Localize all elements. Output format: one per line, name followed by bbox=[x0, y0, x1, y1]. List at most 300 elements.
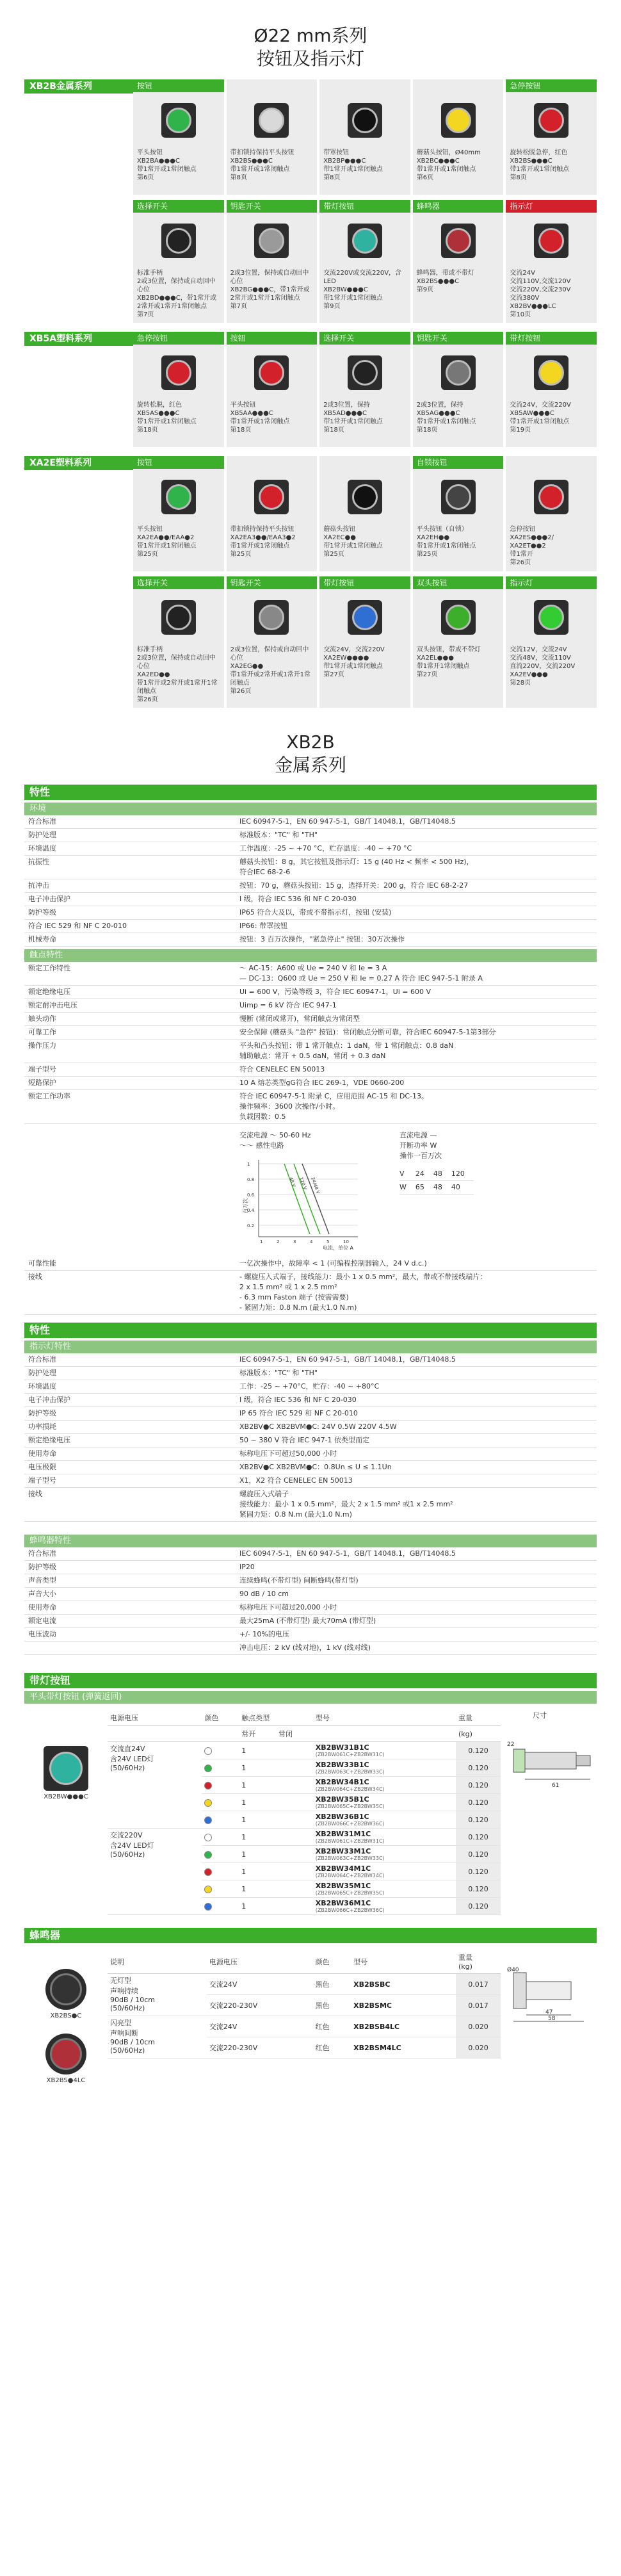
x-tick-label: 3 bbox=[293, 1239, 296, 1244]
spec-value: 90 dB / 10 cm bbox=[236, 1588, 597, 1601]
product-card-image bbox=[319, 345, 410, 401]
product-card-image bbox=[227, 213, 318, 269]
product-cap bbox=[352, 605, 378, 630]
lamp-characteristics-bar: 特性 bbox=[24, 1323, 597, 1338]
lit-nc bbox=[276, 1742, 313, 1759]
spec-row bbox=[24, 962, 597, 986]
spec-key: 可靠工作 bbox=[24, 1026, 236, 1039]
product-card-description: 交流12V，交流24V 交流48V，交流110V 直流220V，交流220V XA2EV●●● 第28页 bbox=[510, 646, 576, 687]
buzzer-cap-2 bbox=[50, 2038, 82, 2070]
spec-value: 〜 AC-15：A600 或 Ue = 240 V 和 Ie = 3 A — DC-13：Q600 或 Ue = 250 V 和 Ie = 0.27 A 符合 IEC 947-5-1 附录 A bbox=[236, 962, 597, 986]
color-swatch bbox=[204, 1834, 212, 1841]
product-photo bbox=[441, 480, 476, 514]
product-card[interactable] bbox=[319, 200, 410, 323]
lit-ref-code[interactable]: XB2BW36B1C bbox=[315, 1813, 369, 1821]
color-swatch bbox=[204, 1782, 212, 1789]
lit-ref-code[interactable]: XB2BW35B1C bbox=[315, 1795, 369, 1804]
dc-cell: 48 bbox=[433, 1168, 451, 1181]
product-card-description: 旋转松脱，红色 XB5AS●●●C 带1常开或1常闭触点 第18页 bbox=[137, 402, 197, 434]
spec-row bbox=[24, 856, 597, 879]
spec-row bbox=[24, 1380, 597, 1394]
lamp-table bbox=[24, 1353, 597, 1522]
spec-value: - 螺旋压入式端子，接线能力：最小 1 x 0.5 mm²，最大，带或不带接线端片： 2 x 1.5 mm² 或 1 x 2.5 mm² - 6.3 mm Faston 端子 (按需需要) - 紧固力矩：0.8 N.m (最大1.0 N.m) bbox=[236, 1271, 597, 1315]
product-cap bbox=[538, 360, 564, 386]
product-card-category: 带灯按钮 bbox=[506, 332, 597, 345]
lit-button-row bbox=[108, 1829, 501, 1846]
product-card[interactable] bbox=[319, 79, 410, 195]
product-card-description: 平头按钮 XB2BA●●●C 带1常开或1常闭触点 第6页 bbox=[137, 149, 197, 181]
spec-value: XB2BV●C XB2BVM●C: 24V 0.5W 220V 4.5W bbox=[236, 1421, 597, 1434]
spec-value: IEC 60947-5-1，EN 60 947-5-1，GB/T 14048.1，GB/T14048.5 bbox=[236, 1353, 597, 1367]
spec-value: 按钮：3 百万次操作，"紧急停止" 按钮：30万次操作 bbox=[236, 933, 597, 947]
lit-no: 1 bbox=[239, 1846, 276, 1863]
dc-label: 直流电源 — bbox=[399, 1131, 437, 1139]
spec-value: 连续蜂鸣(不带灯型) 间断蜂鸣(带灯型) bbox=[236, 1574, 597, 1588]
product-card[interactable] bbox=[413, 456, 504, 571]
spec-value: 冲击电压：2 kV (线对地)，1 kV (线对线) bbox=[236, 1642, 597, 1655]
product-card[interactable] bbox=[506, 332, 597, 447]
lit-ref-code[interactable]: XB2BW31B1C bbox=[315, 1743, 369, 1752]
product-card-image bbox=[319, 92, 410, 149]
spec-row bbox=[24, 1642, 597, 1655]
product-photo bbox=[441, 600, 476, 635]
lit-voltage: 交流220V 含24V LED灯 (50/60Hz) bbox=[108, 1829, 202, 1915]
lit-color-cell bbox=[202, 1742, 239, 1759]
spec-value: Ui = 600 V，污染等级 3，符合 IEC 60947-1，Ui = 600 V bbox=[236, 986, 597, 999]
lit-weight: 0.120 bbox=[456, 1759, 501, 1777]
product-cap bbox=[166, 228, 191, 254]
lit-ref[interactable] bbox=[313, 1777, 456, 1794]
x-tick-label: 2 bbox=[277, 1239, 280, 1244]
product-card-category bbox=[227, 456, 318, 469]
lit-ref[interactable] bbox=[313, 1863, 456, 1880]
product-photo bbox=[348, 480, 382, 514]
catalog-grid bbox=[133, 332, 597, 447]
product-cap bbox=[166, 605, 191, 630]
product-cap bbox=[446, 108, 471, 133]
lit-weight: 0.120 bbox=[456, 1794, 501, 1811]
buzzer-photo-1 bbox=[45, 1969, 86, 2010]
product-card-category: 选择开关 bbox=[133, 200, 224, 213]
spec-key: 额定工作功率 bbox=[24, 1090, 236, 1124]
product-card[interactable] bbox=[413, 79, 504, 195]
spec-value: 标称电压下可超过50,000 小时 bbox=[236, 1447, 597, 1461]
lit-ref-components: (ZB2BW061C+ZB2BW31C) bbox=[315, 1752, 385, 1757]
buzzer-ref[interactable]: XB2BSM4LC bbox=[351, 2037, 456, 2058]
product-card[interactable] bbox=[227, 79, 318, 195]
lit-ref-code[interactable]: XB2BW36M1C bbox=[315, 1899, 371, 1907]
spec-key: 抗冲击 bbox=[24, 879, 236, 893]
product-card-description: 旋转松脱急停，红色 XB2BS●●●C 带1常开或1常闭触点 第8页 bbox=[510, 149, 570, 181]
spec-value: 平头和凸头按钮：带 1 常开触点：1 daN，带 1 常闭触点：0.8 daN 辅助触点：常开 + 0.5 daN，常闭 + 0.3 daN bbox=[236, 1039, 597, 1063]
lit-ref[interactable] bbox=[313, 1811, 456, 1829]
product-card[interactable] bbox=[133, 79, 224, 195]
product-card-image bbox=[413, 92, 504, 149]
series-name: 金属系列 bbox=[274, 754, 346, 776]
product-card-category: 带灯按钮 bbox=[319, 576, 410, 589]
y-tick-label: 1 bbox=[247, 1162, 250, 1167]
buzzer-weight: 0.020 bbox=[456, 2016, 501, 2037]
lit-ref[interactable] bbox=[313, 1880, 456, 1898]
spec-value: I 级，符合 IEC 536 和 NF C 20-030 bbox=[236, 1394, 597, 1407]
spec-key: 符合标准 bbox=[24, 815, 236, 829]
product-card[interactable] bbox=[133, 576, 224, 708]
ac-curve-block bbox=[239, 1130, 361, 1251]
spec-row bbox=[24, 933, 597, 947]
product-photo bbox=[441, 103, 476, 138]
product-card[interactable] bbox=[227, 576, 318, 708]
dc-cell: 65 bbox=[415, 1181, 433, 1194]
spec-row bbox=[24, 1421, 597, 1434]
spec-row bbox=[24, 986, 597, 999]
spec-key: 使用寿命 bbox=[24, 1601, 236, 1615]
buzzer-cap-1 bbox=[50, 1973, 82, 2005]
spec-value: 10 A 熔芯类型gG符合 IEC 269-1，VDE 0660-200 bbox=[236, 1077, 597, 1090]
product-card-category bbox=[319, 79, 410, 92]
product-card-description: 平头按钮 XB5AA●●●C 带1常开或1常闭触点 第18页 bbox=[230, 402, 290, 434]
spec-key: 机械寿命 bbox=[24, 933, 236, 947]
spec-key: 电压波动 bbox=[24, 1628, 236, 1642]
dim-length: 61 bbox=[552, 1782, 560, 1789]
ac-sub-label: 〜〜 感性电路 bbox=[239, 1141, 284, 1150]
lit-weight: 0.120 bbox=[456, 1880, 501, 1898]
color-swatch bbox=[204, 1868, 212, 1876]
lit-ref-code[interactable]: XB2BW33B1C bbox=[315, 1761, 369, 1769]
spec-key: 符合标准 bbox=[24, 1353, 236, 1367]
product-card-image bbox=[227, 345, 318, 401]
spec-key: 电压极限 bbox=[24, 1461, 236, 1474]
lit-button-row bbox=[108, 1742, 501, 1759]
product-cap bbox=[352, 108, 378, 133]
lit-no: 1 bbox=[239, 1863, 276, 1880]
spec-row bbox=[24, 893, 597, 906]
spec-key: 声音类型 bbox=[24, 1574, 236, 1588]
spec-key: 功率损耗 bbox=[24, 1421, 236, 1434]
product-card-category: 双头按钮 bbox=[413, 576, 504, 589]
buzzer-char-subbar: 蜂鸣器特性 bbox=[24, 1535, 597, 1547]
ac-curve-chart bbox=[239, 1155, 361, 1251]
lit-ref-components: (ZB2BW063C+ZB2BW33C) bbox=[315, 1769, 385, 1775]
product-photo bbox=[161, 103, 196, 138]
spec-row bbox=[24, 1547, 597, 1561]
buzzer-dimension-svg bbox=[507, 1966, 597, 2024]
spec-value: 一亿次操作中，故障率 < 1 (可编程控制器输入，24 V d.c.) bbox=[236, 1257, 597, 1271]
spec-value: 蘑菇头按钮：8 g，其它按钮及指示灯：15 g (40 Hz < 频率 < 500 Hz)， 符合IEC 68-2-6 bbox=[236, 856, 597, 879]
x-tick-label: 5 bbox=[327, 1239, 330, 1244]
spec-key: 操作压力 bbox=[24, 1039, 236, 1063]
product-card[interactable] bbox=[133, 332, 224, 447]
product-card[interactable] bbox=[319, 332, 410, 447]
product-card-description: 带罩按钮 XB2BP●●●C 带1常开或1常闭触点 第8页 bbox=[323, 149, 383, 181]
lit-color-cell bbox=[202, 1846, 239, 1863]
lit-color-cell bbox=[202, 1829, 239, 1846]
product-card[interactable] bbox=[506, 456, 597, 571]
spec-key: 电子冲击保护 bbox=[24, 1394, 236, 1407]
lit-no: 1 bbox=[239, 1880, 276, 1898]
lit-ref-code[interactable]: XB2BW34B1C bbox=[315, 1778, 369, 1786]
spec-row bbox=[24, 1039, 597, 1063]
product-card[interactable] bbox=[319, 576, 410, 708]
product-card-category: 钥匙开关 bbox=[227, 200, 318, 213]
product-photo bbox=[348, 355, 382, 390]
lit-no: 1 bbox=[239, 1829, 276, 1846]
buzzer-voltage: 交流220-230V bbox=[207, 1995, 313, 2016]
spec-row bbox=[24, 999, 597, 1013]
lit-no: 1 bbox=[239, 1742, 276, 1759]
product-card[interactable] bbox=[413, 200, 504, 323]
catalog-section-label: XB5A塑料系列 bbox=[24, 332, 133, 346]
product-card-description: 2或3位置，保持 XB5AG●●●C 带1常开或1常闭触点 第18页 bbox=[416, 402, 476, 434]
product-card-category: 带灯按钮 bbox=[319, 200, 410, 213]
product-card-image bbox=[227, 92, 318, 149]
characteristics-bar: 特性 bbox=[24, 785, 597, 800]
lit-voltage: 交流直24V 含24V LED灯 (50/60Hz) bbox=[108, 1742, 202, 1829]
spec-row bbox=[24, 1271, 597, 1315]
catalog-section-label: XB2B金属系列 bbox=[24, 79, 133, 94]
product-photo bbox=[254, 480, 289, 514]
product-card-category bbox=[227, 79, 318, 92]
product-card-image bbox=[506, 589, 597, 646]
buzzer-ref[interactable]: XB2BSBC bbox=[351, 1974, 456, 1995]
product-card[interactable] bbox=[133, 200, 224, 323]
spec-key: 环境温度 bbox=[24, 842, 236, 856]
buzzer-weight: 0.017 bbox=[456, 1995, 501, 2016]
spec-row bbox=[24, 1013, 597, 1026]
lit-button-photo bbox=[44, 1746, 88, 1791]
spec-row bbox=[24, 842, 597, 856]
col-dim: 尺寸 bbox=[533, 1711, 547, 1720]
spec-row bbox=[24, 815, 597, 829]
buzzer-color: 红色 bbox=[313, 2016, 351, 2037]
dc-cell: 48 bbox=[433, 1181, 451, 1194]
product-cap bbox=[446, 484, 471, 510]
buzzer-ref[interactable]: XB2BSB4LC bbox=[351, 2016, 456, 2037]
buzzer-caption-1: XB2BS●C bbox=[50, 2012, 82, 2019]
product-card-image bbox=[413, 589, 504, 646]
product-card-description: 蘑菇头按钮，Ø40mm XB2BC●●●C 带1常开或1常闭触点 第6页 bbox=[416, 149, 481, 181]
contact-table bbox=[24, 962, 597, 1124]
catalog-section-label-col bbox=[24, 332, 133, 447]
col-weight-unit: (kg) bbox=[456, 1726, 501, 1742]
product-photo bbox=[254, 224, 289, 258]
dc-sub-label-1: 开断功率 W bbox=[399, 1141, 437, 1150]
spec-value: 最大25mA (不带灯型) 最大70mA (带灯型) bbox=[236, 1615, 597, 1628]
product-card-description: 2或3位置，保持或自动回中心位 XB2BG●●●C，带1常开或2常开或1常开1常闭触点 第7页 bbox=[230, 270, 310, 310]
product-card[interactable] bbox=[227, 200, 318, 323]
product-card[interactable] bbox=[413, 576, 504, 708]
spec-key: 额定电流 bbox=[24, 1615, 236, 1628]
dimension-svg bbox=[507, 1733, 597, 1791]
spec-value: 工作温度：-25 ~ +70 °C，贮存温度：-40 ~ +70 °C bbox=[236, 842, 597, 856]
buzzer-ref[interactable]: XB2BSMC bbox=[351, 1995, 456, 2016]
product-photo bbox=[348, 224, 382, 258]
product-card-image bbox=[133, 345, 224, 401]
spec-key: 防护等级 bbox=[24, 1561, 236, 1574]
product-card-description: 双头按钮，带或不带灯 XA2EL●●● 带1常开1常闭触点 第27页 bbox=[416, 646, 481, 678]
col-voltage: 电源电压 bbox=[108, 1710, 202, 1726]
buzzer-row bbox=[108, 1974, 501, 1995]
spec-key: 电子冲击保护 bbox=[24, 893, 236, 906]
buzzer-color: 黑色 bbox=[313, 1995, 351, 2016]
lit-nc bbox=[276, 1846, 313, 1863]
buzzer-voltage: 交流24V bbox=[207, 2016, 313, 2037]
lit-ref-code[interactable]: XB2BW34M1C bbox=[315, 1864, 371, 1873]
lit-ref-components: (ZB2BW063C+ZB2BW33C) bbox=[315, 1855, 385, 1861]
spec-row bbox=[24, 1574, 597, 1588]
spec-value: 50 ~ 380 V 符合 IEC 947-1 依类型而定 bbox=[236, 1434, 597, 1447]
spec-row bbox=[24, 829, 597, 842]
spec-key: 防护等级 bbox=[24, 906, 236, 920]
lit-ref[interactable] bbox=[313, 1794, 456, 1811]
product-cap bbox=[259, 605, 284, 630]
col-weight: 重量 bbox=[456, 1710, 501, 1726]
series-code: XB2B bbox=[286, 731, 335, 753]
color-swatch bbox=[204, 1851, 212, 1859]
product-cap bbox=[538, 605, 564, 630]
lit-weight: 0.120 bbox=[456, 1898, 501, 1915]
lit-nc bbox=[276, 1829, 313, 1846]
header-line-1: Ø22 mm系列 bbox=[254, 25, 367, 46]
spec-value: 标准版本："TC" 和 "TH" bbox=[236, 1367, 597, 1380]
product-cap bbox=[259, 360, 284, 386]
buzzer-dim-length-2: 58 bbox=[548, 2016, 556, 2022]
lit-color-cell bbox=[202, 1880, 239, 1898]
dc-cell: W bbox=[399, 1181, 415, 1194]
product-card-image bbox=[319, 213, 410, 269]
col-color: 颜色 bbox=[202, 1710, 239, 1726]
spec-value: IP65 符合大及以，带或不带指示灯，按钮 (安装) bbox=[236, 906, 597, 920]
catalog-section-label: XA2E塑料系列 bbox=[24, 456, 133, 470]
lit-ref[interactable] bbox=[313, 1759, 456, 1777]
product-cap bbox=[259, 228, 284, 254]
buzzers-bar: 蜂鸣器 bbox=[24, 1928, 597, 1943]
lit-button-dimension-drawing bbox=[501, 1708, 597, 1915]
spec-row bbox=[24, 1090, 597, 1124]
series-label-2: 24/48 V bbox=[310, 1176, 321, 1195]
series-label-1: 120 V bbox=[298, 1176, 308, 1191]
product-photo bbox=[254, 600, 289, 635]
lit-buttons-bar: 带灯按钮 bbox=[24, 1673, 597, 1688]
spec-key: 接线 bbox=[24, 1271, 236, 1315]
lit-ref-components: (ZB2BW065C+ZB2BW35C) bbox=[315, 1890, 385, 1896]
buzzer-voltage: 交流220-230V bbox=[207, 2037, 313, 2058]
product-card-category: 自锁按钮 bbox=[413, 456, 504, 469]
buzzer-col-color: 颜色 bbox=[313, 1950, 351, 1974]
lit-weight: 0.120 bbox=[456, 1811, 501, 1829]
spec-value: IP20 bbox=[236, 1561, 597, 1574]
product-card-description: 蜂鸣器，带或不带灯 XB2BS●●●C 第9页 bbox=[416, 270, 474, 293]
lit-ref[interactable] bbox=[313, 1846, 456, 1863]
color-swatch bbox=[204, 1799, 212, 1807]
product-card-image bbox=[319, 589, 410, 646]
product-photo bbox=[254, 103, 289, 138]
product-card-image bbox=[133, 92, 224, 149]
product-card-category bbox=[413, 79, 504, 92]
x-tick-label: 4 bbox=[310, 1239, 313, 1244]
lit-color-cell bbox=[202, 1794, 239, 1811]
product-card-description: 交流220V或交流220V，含LED XB2BW●●●C 带1常开或1常闭触点 第9页 bbox=[323, 270, 402, 310]
lit-weight: 0.120 bbox=[456, 1742, 501, 1759]
lit-button-image bbox=[24, 1708, 108, 1915]
product-card-image bbox=[506, 345, 597, 401]
lit-ref-code[interactable]: XB2BW35M1C bbox=[315, 1882, 371, 1890]
product-photo bbox=[254, 355, 289, 390]
product-cap bbox=[446, 605, 471, 630]
product-card[interactable] bbox=[227, 456, 318, 571]
product-card-description: 带扣锁持保持平头按钮 XB2BS●●●C 带1常开或1常闭触点 第8页 bbox=[230, 149, 294, 181]
electrical-durability-curve bbox=[24, 1124, 597, 1257]
series-label-0: 48 V bbox=[288, 1176, 297, 1188]
product-card[interactable] bbox=[506, 200, 597, 323]
spec-value: 标称电压下可超过20,000 小时 bbox=[236, 1601, 597, 1615]
product-card-description: 蘑菇头按钮 XA2EC●● 带1常开或1常闭触点 第25页 bbox=[323, 526, 383, 558]
catalog-section bbox=[24, 79, 597, 323]
buzzer-dimension-drawing bbox=[501, 1947, 597, 2084]
spec-row bbox=[24, 1434, 597, 1447]
product-photo bbox=[534, 355, 569, 390]
product-cap bbox=[259, 484, 284, 510]
buzzer-color: 黑色 bbox=[313, 1974, 351, 1995]
spec-key: 接线 bbox=[24, 1488, 236, 1522]
lit-ref-code[interactable]: XB2BW31M1C bbox=[315, 1830, 371, 1838]
lit-ref[interactable] bbox=[313, 1742, 456, 1759]
lit-ref-code[interactable]: XB2BW33M1C bbox=[315, 1847, 371, 1855]
product-card[interactable] bbox=[133, 456, 224, 571]
spec-value: 工作：-25 ~ +70°C，贮存：-40 ~ +80°C bbox=[236, 1380, 597, 1394]
spec-row bbox=[24, 1353, 597, 1367]
buzzer-col-weight: 重量 (kg) bbox=[456, 1950, 501, 1974]
product-card-image bbox=[319, 469, 410, 525]
buzzer-table bbox=[108, 1950, 501, 2058]
x-tick-label: 10 bbox=[343, 1239, 349, 1244]
spec-value: 螺旋压入式端子 接线能力：最小 1 x 0.5 mm²，最大 2 x 1.5 mm² 或1 x 2.5 mm² 紧固力矩：0.8 N.m (最大1.0 N.m) bbox=[236, 1488, 597, 1522]
spec-key: 防护处理 bbox=[24, 829, 236, 842]
color-swatch bbox=[204, 1816, 212, 1824]
spec-row bbox=[24, 1447, 597, 1461]
product-card[interactable] bbox=[506, 79, 597, 195]
lit-ref[interactable] bbox=[313, 1829, 456, 1846]
contact-subbar: 触点特性 bbox=[24, 949, 597, 962]
lit-nc bbox=[276, 1898, 313, 1915]
product-cap bbox=[538, 484, 564, 510]
spec-key: 防护处理 bbox=[24, 1367, 236, 1380]
product-card-image bbox=[413, 469, 504, 525]
catalog-grid bbox=[133, 79, 597, 323]
product-card-description: 带扣锁持保持平头按钮 XA2EA3●●/EAA3●2 带1常开或1常闭触点 第25页 bbox=[230, 526, 296, 558]
product-photo bbox=[161, 480, 196, 514]
dc-row bbox=[399, 1181, 474, 1194]
product-card-image bbox=[506, 92, 597, 149]
product-card-category: 指示灯 bbox=[506, 200, 597, 213]
spec-key: 额定工作特性 bbox=[24, 962, 236, 986]
product-card[interactable] bbox=[413, 332, 504, 447]
lit-color-cell bbox=[202, 1811, 239, 1829]
product-card-image bbox=[227, 469, 318, 525]
lit-ref[interactable] bbox=[313, 1898, 456, 1915]
spec-row bbox=[24, 1026, 597, 1039]
lit-no: 1 bbox=[239, 1794, 276, 1811]
buzzer-char-table bbox=[24, 1547, 597, 1655]
product-card[interactable] bbox=[319, 456, 410, 571]
product-card[interactable] bbox=[506, 576, 597, 708]
product-card[interactable] bbox=[227, 332, 318, 447]
spec-value: 标准版本："TC" 和 "TH" bbox=[236, 829, 597, 842]
spec-row bbox=[24, 920, 597, 933]
product-photo bbox=[534, 480, 569, 514]
buzzer-images bbox=[24, 1947, 108, 2084]
product-card-description: 交流24V，交流220V XB5AW●●●C 带1常开或1常闭触点 第19页 bbox=[510, 402, 571, 434]
ac-label: 交流电源 〜 50-60 Hz bbox=[239, 1131, 311, 1139]
